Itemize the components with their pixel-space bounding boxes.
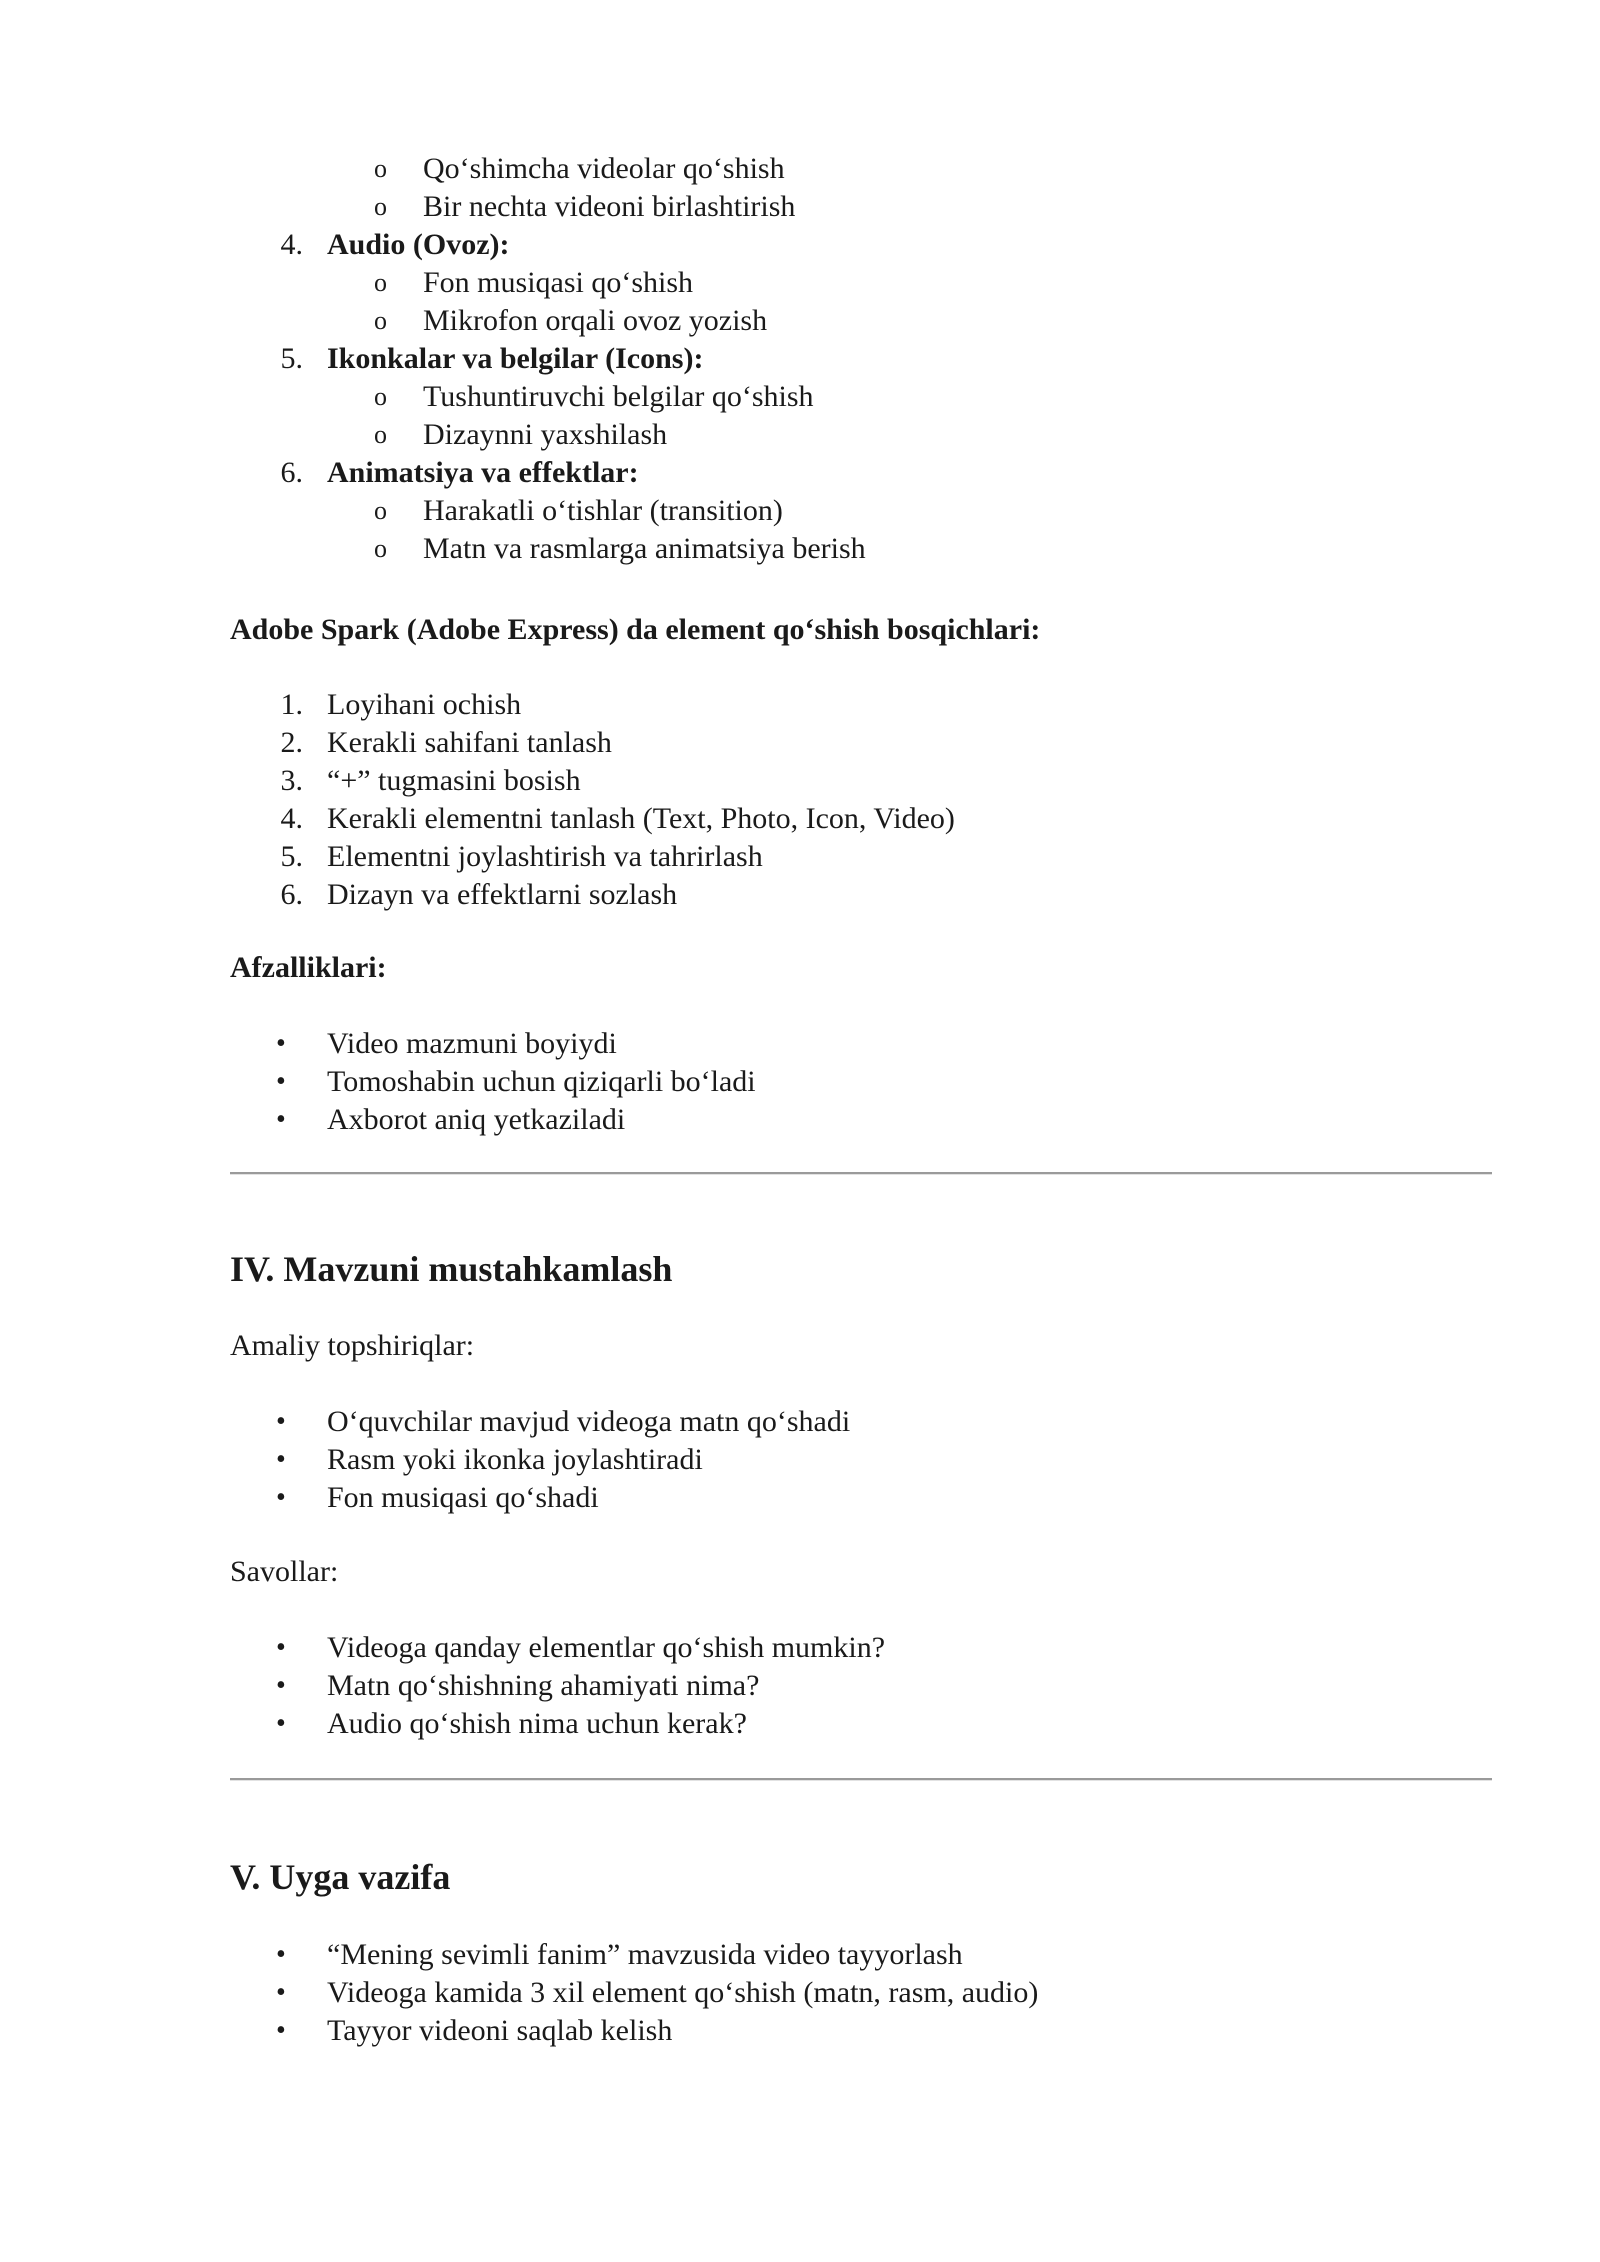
bullet-marker: •: [276, 1670, 286, 1701]
step-text: Kerakli sahifani tanlash: [327, 726, 612, 759]
horizontal-rule: [230, 1172, 1492, 1175]
bullet-marker: •: [276, 1444, 286, 1475]
sub-bullet-marker: o: [374, 268, 387, 297]
bullet-text: Audio qo‘shish nima uchun kerak?: [327, 1707, 747, 1740]
step-number: 4.: [280, 802, 303, 835]
steps-heading: Adobe Spark (Adobe Express) da element qo‘shish bosqichlari:: [230, 613, 1041, 646]
bullet-text: Videoga qanday elementlar qo‘shish mumkin?: [327, 1631, 886, 1664]
step-number: 1.: [280, 688, 303, 721]
list-item-number: 5.: [280, 342, 303, 375]
list-item-title: Audio (Ovoz):: [327, 228, 510, 261]
advantages-heading: Afzalliklari:: [230, 951, 387, 984]
bullet-marker: •: [276, 1066, 286, 1097]
subitem-text: Mikrofon orqali ovoz yozish: [423, 304, 768, 337]
bullet-marker: •: [276, 1482, 286, 1513]
step-text: Dizayn va effektlarni sozlash: [327, 878, 678, 911]
sub-bullet-marker: o: [374, 534, 387, 563]
bullet-marker: •: [276, 1939, 286, 1970]
step-text: Elementni joylashtirish va tahrirlash: [327, 840, 763, 873]
sub-bullet-marker: o: [374, 306, 387, 335]
subitem-text: Qo‘shimcha videolar qo‘shish: [423, 152, 785, 185]
sub-bullet-marker: o: [374, 496, 387, 525]
sub-bullet-marker: o: [374, 420, 387, 449]
list-item-title: Animatsiya va effektlar:: [327, 456, 639, 489]
bullet-marker: •: [276, 1104, 286, 1135]
bullet-marker: •: [276, 1708, 286, 1739]
tasks-label: Amaliy topshiriqlar:: [230, 1329, 475, 1362]
questions-label: Savollar:: [230, 1555, 339, 1588]
step-number: 3.: [280, 764, 303, 797]
horizontal-rule: [230, 1778, 1492, 1781]
bullet-marker: •: [276, 1028, 286, 1059]
step-text: “+” tugmasini bosish: [327, 764, 581, 797]
bullet-marker: •: [276, 1977, 286, 2008]
subitem-text: Bir nechta videoni birlashtirish: [423, 190, 796, 223]
subitem-text: Harakatli o‘tishlar (transition): [423, 494, 783, 527]
sub-bullet-marker: o: [374, 192, 387, 221]
bullet-marker: •: [276, 2015, 286, 2046]
bullet-marker: •: [276, 1406, 286, 1437]
bullet-text: Videoga kamida 3 xil element qo‘shish (matn, rasm, audio): [327, 1976, 1039, 2009]
bullet-text: Tomoshabin uchun qiziqarli bo‘ladi: [327, 1065, 756, 1098]
subitem-text: Tushuntiruvchi belgilar qo‘shish: [423, 380, 814, 413]
section-iv-title: IV. Mavzuni mustahkamlash: [230, 1249, 673, 1289]
list-item-number: 6.: [280, 456, 303, 489]
bullet-text: Video mazmuni boyiydi: [327, 1027, 617, 1060]
list-item-number: 4.: [280, 228, 303, 261]
step-text: Loyihani ochish: [327, 688, 522, 721]
bullet-text: O‘quvchilar mavjud videoga matn qo‘shadi: [327, 1405, 851, 1438]
section-v-title: V. Uyga vazifa: [230, 1857, 451, 1897]
bullet-marker: •: [276, 1632, 286, 1663]
bullet-text: Axborot aniq yetkaziladi: [327, 1103, 626, 1136]
sub-bullet-marker: o: [374, 382, 387, 411]
bullet-text: Rasm yoki ikonka joylashtiradi: [327, 1443, 703, 1476]
subitem-text: Fon musiqasi qo‘shish: [423, 266, 694, 299]
subitem-text: Dizaynni yaxshilash: [423, 418, 668, 451]
step-text: Kerakli elementni tanlash (Text, Photo, Icon, Video): [327, 802, 955, 835]
sub-bullet-marker: o: [374, 154, 387, 183]
step-number: 6.: [280, 878, 303, 911]
list-item-title: Ikonkalar va belgilar (Icons):: [327, 342, 704, 375]
step-number: 5.: [280, 840, 303, 873]
bullet-text: Fon musiqasi qo‘shadi: [327, 1481, 599, 1514]
step-number: 2.: [280, 726, 303, 759]
bullet-text: Matn qo‘shishning ahamiyati nima?: [327, 1669, 760, 1702]
bullet-text: Tayyor videoni saqlab kelish: [327, 2014, 673, 2047]
subitem-text: Matn va rasmlarga animatsiya berish: [423, 532, 866, 565]
bullet-text: “Mening sevimli fanim” mavzusida video tayyorlash: [327, 1938, 963, 1971]
